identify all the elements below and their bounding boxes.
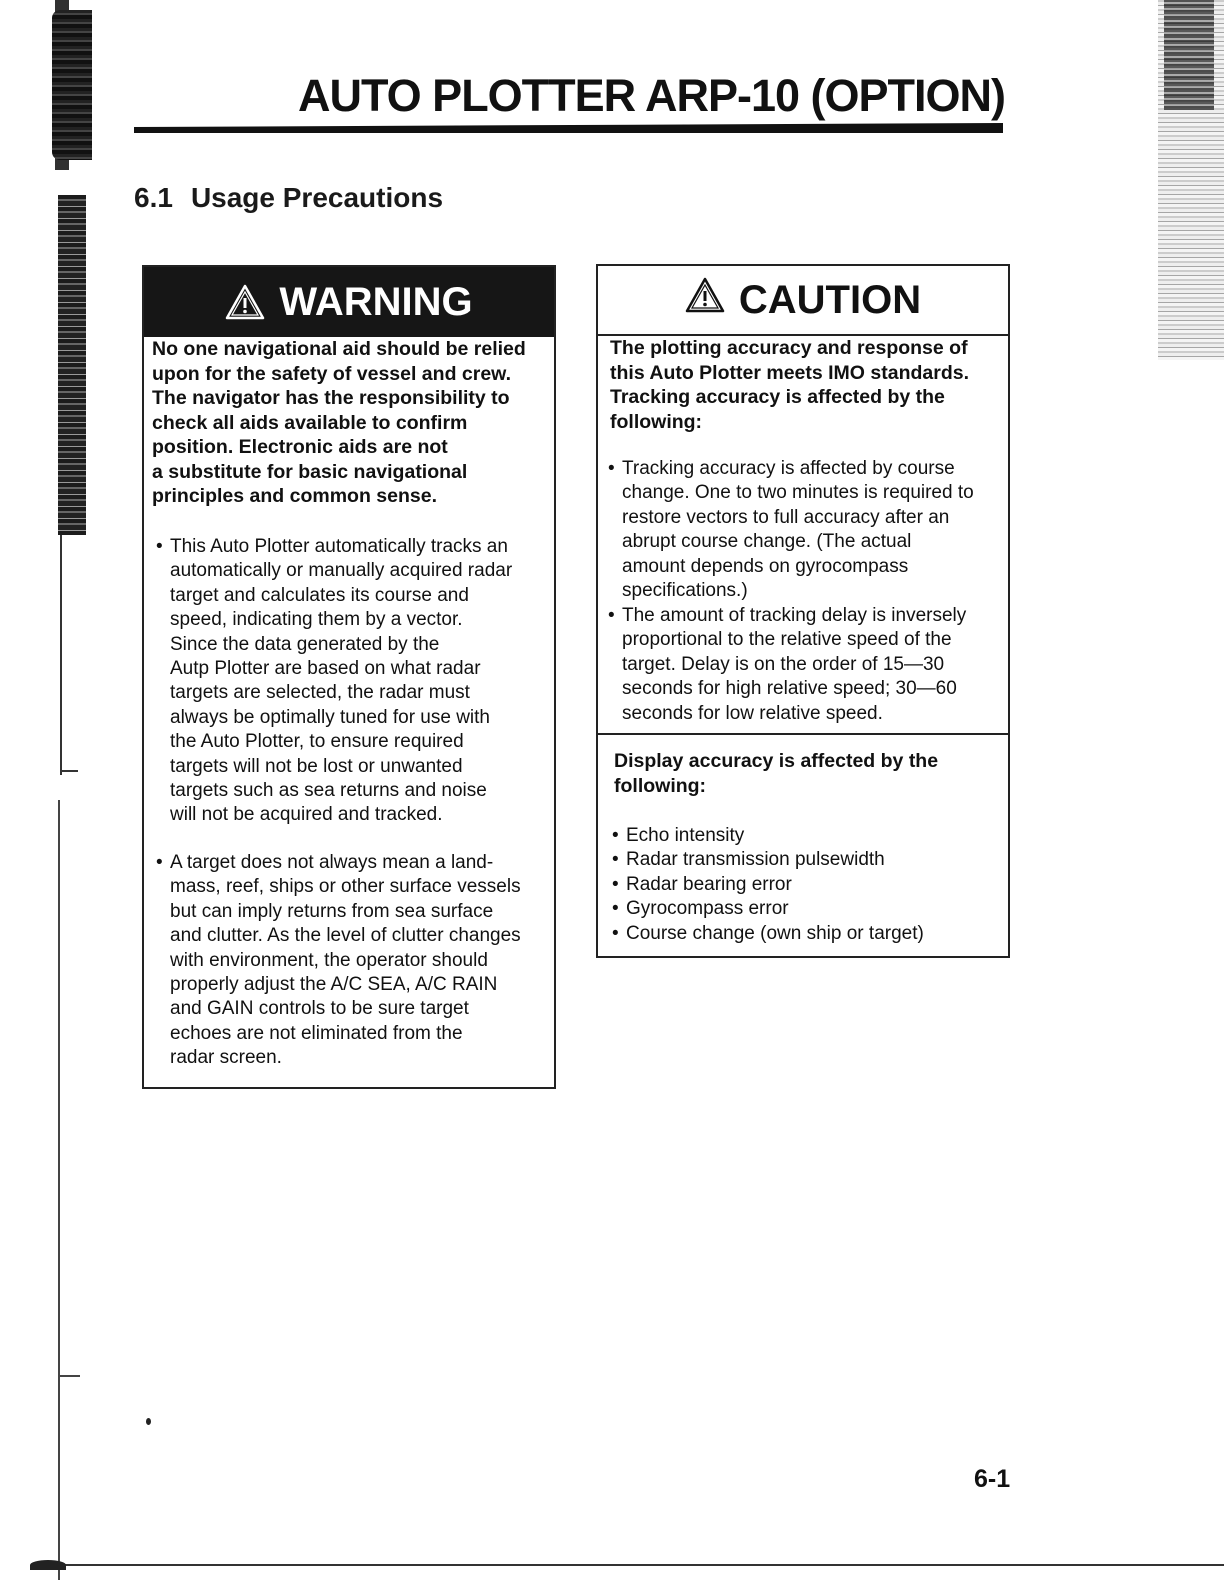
- page-number: 6-1: [974, 1465, 1011, 1493]
- warning-bullet-line: A target does not always mean a land-: [170, 852, 494, 873]
- display-item-text: Course change (own ship or target): [626, 922, 924, 944]
- bullet-glyph: •: [612, 922, 619, 944]
- caution-divider: [598, 733, 1008, 735]
- display-lead-line: Display accuracy is affected by the: [614, 750, 939, 772]
- scan-artifact-right-edge-top: [1164, 0, 1214, 110]
- scan-artifact-margin-line-lower: [58, 800, 60, 1580]
- warning-lead-line: No one navigational aid should be relied: [152, 338, 526, 360]
- warning-lead-line: upon for the safety of vessel and crew.: [152, 362, 512, 385]
- caution-bullet-item: [596, 604, 966, 726]
- bullet-glyph: •: [156, 536, 163, 557]
- warning-bullet-line: properly adjust the A/C SEA, A/C RAIN: [170, 974, 498, 996]
- warning-bullet-line: Autp Plotter are based on what radar: [170, 658, 481, 680]
- warning-bullet-item: [144, 851, 521, 1071]
- caution-bullet-line: change. One to two minutes is required to: [622, 482, 974, 504]
- bullet-glyph: •: [608, 605, 615, 626]
- warning-bullet-line: echoes are not eliminated from the: [170, 1022, 463, 1044]
- caution-bullet-line: The amount of tracking delay is inversely: [622, 605, 967, 626]
- warning-header-label: WARNING: [279, 279, 473, 324]
- scan-artifact-margin-bracket: [58, 1375, 80, 1377]
- warning-triangle-icon: [225, 284, 265, 320]
- warning-bullet-line: and GAIN controls to be sure target: [170, 998, 469, 1020]
- bullet-glyph: •: [612, 825, 619, 846]
- caution-bullet-line: restore vectors to full accuracy after an: [622, 506, 950, 528]
- caution-lead-line: The plotting accuracy and response of: [610, 337, 968, 359]
- warning-bullet-item: [144, 535, 512, 828]
- section-heading: [134, 182, 443, 214]
- warning-bullet-line: mass, reef, ships or other surface vessels: [170, 876, 521, 898]
- display-item-text: Echo intensity: [626, 825, 745, 846]
- bullet-glyph: •: [156, 852, 163, 873]
- display-accuracy-list: [600, 824, 924, 946]
- warning-bullet-line: Since the data generated by the: [170, 633, 440, 655]
- scan-speck: [146, 1418, 151, 1425]
- display-accuracy-item: [600, 824, 924, 848]
- scan-artifact-bottom-edge: [40, 1564, 1224, 1566]
- caution-bullet-line: abrupt course change. (The actual: [622, 531, 912, 553]
- display-accuracy-lead-text: [614, 749, 938, 798]
- caution-lead-line: following:: [610, 410, 703, 433]
- display-lead-line: following:: [614, 774, 707, 797]
- bullet-glyph: •: [612, 849, 619, 871]
- warning-lead-line: a substitute for basic navigational: [152, 460, 468, 483]
- warning-bullet-line: the Auto Plotter, to ensure required: [170, 731, 464, 753]
- caution-header-label: CAUTION: [738, 277, 922, 322]
- caution-box: [596, 264, 1010, 958]
- caution-bullet-line: Tracking accuracy is affected by course: [622, 458, 955, 479]
- caution-triangle-icon: [685, 277, 725, 323]
- caution-lead: [610, 336, 969, 434]
- warning-box: [142, 265, 556, 1089]
- warning-bullet-line: targets are selected, the radar must: [170, 682, 470, 704]
- display-accuracy-item: [600, 922, 924, 946]
- section-title: Usage Precautions: [190, 182, 444, 213]
- caution-header: [598, 266, 1008, 336]
- bullet-glyph: •: [612, 873, 619, 895]
- display-accuracy-item: [600, 897, 924, 921]
- caution-bullet-line: proportional to the relative speed of the: [622, 629, 952, 651]
- caution-bullet-line: seconds for high relative speed; 30—60: [622, 678, 957, 700]
- scan-artifact-margin-foot: [60, 770, 78, 772]
- warning-header: [144, 267, 554, 337]
- display-item-text: Gyrocompass error: [626, 898, 789, 920]
- caution-bullet-line: seconds for low relative speed.: [622, 702, 883, 724]
- bullet-glyph: •: [612, 898, 619, 920]
- scan-artifact-bottom-corner: [30, 1560, 66, 1570]
- caution-lead-line: Tracking accuracy is affected by the: [610, 386, 945, 408]
- warning-bullet-line: and clutter. As the level of clutter changes: [170, 925, 521, 947]
- warning-bullet-line: This Auto Plotter automatically tracks an: [170, 536, 508, 557]
- warning-lead-line: check all aids available to confirm: [152, 411, 468, 434]
- caution-bullet-line: amount depends on gyrocompass: [622, 555, 909, 577]
- display-accuracy-item: [600, 848, 924, 872]
- caution-bullet-line: specifications.): [622, 580, 748, 602]
- warning-lead-line: position. Electronic aids are not: [152, 436, 448, 458]
- caution-lead-text: [610, 336, 969, 434]
- warning-bullet-line: radar screen.: [170, 1047, 282, 1069]
- warning-bullet-line: but can imply returns from sea surface: [170, 900, 494, 922]
- warning-bullet-line: will not be acquired and tracked.: [170, 804, 443, 826]
- section-number: 6.1: [134, 182, 173, 213]
- warning-lead-line: The navigator has the responsibility to: [152, 387, 510, 409]
- chapter-title: AUTO PLOTTER ARP-10 (OPTION): [298, 70, 1006, 121]
- display-accuracy-item: [600, 873, 924, 897]
- scan-artifact-margin-line: [60, 535, 62, 775]
- warning-bullet-line: targets such as sea returns and noise: [170, 780, 487, 802]
- warning-lead: [152, 337, 526, 509]
- caution-bullet-item: [596, 457, 974, 603]
- warning-bullet-line: automatically or manually acquired radar: [170, 560, 513, 582]
- display-accuracy-lead: [614, 749, 938, 798]
- warning-bullet-line: target and calculates its course and: [170, 584, 469, 606]
- warning-bullet-line: speed, indicating them by a vector.: [170, 609, 463, 631]
- display-item-text: Radar bearing error: [626, 873, 792, 895]
- caution-lead-line: this Auto Plotter meets IMO standards.: [610, 361, 969, 384]
- caution-bullet-line: target. Delay is on the order of 15—30: [622, 653, 945, 675]
- scan-artifact-binding-blob: [52, 10, 92, 160]
- bullet-glyph: •: [608, 458, 615, 479]
- title-rule: [134, 123, 1003, 133]
- scan-artifact-binding-mid: [58, 195, 86, 535]
- warning-bullet-line: targets will not be lost or unwanted: [170, 755, 463, 777]
- warning-lead-text: [152, 337, 526, 509]
- warning-bullet-line: always be optimally tuned for use with: [170, 706, 490, 728]
- warning-lead-line: principles and common sense.: [152, 485, 437, 507]
- warning-bullet-line: with environment, the operator should: [170, 949, 488, 971]
- display-item-text: Radar transmission pulsewidth: [626, 849, 885, 871]
